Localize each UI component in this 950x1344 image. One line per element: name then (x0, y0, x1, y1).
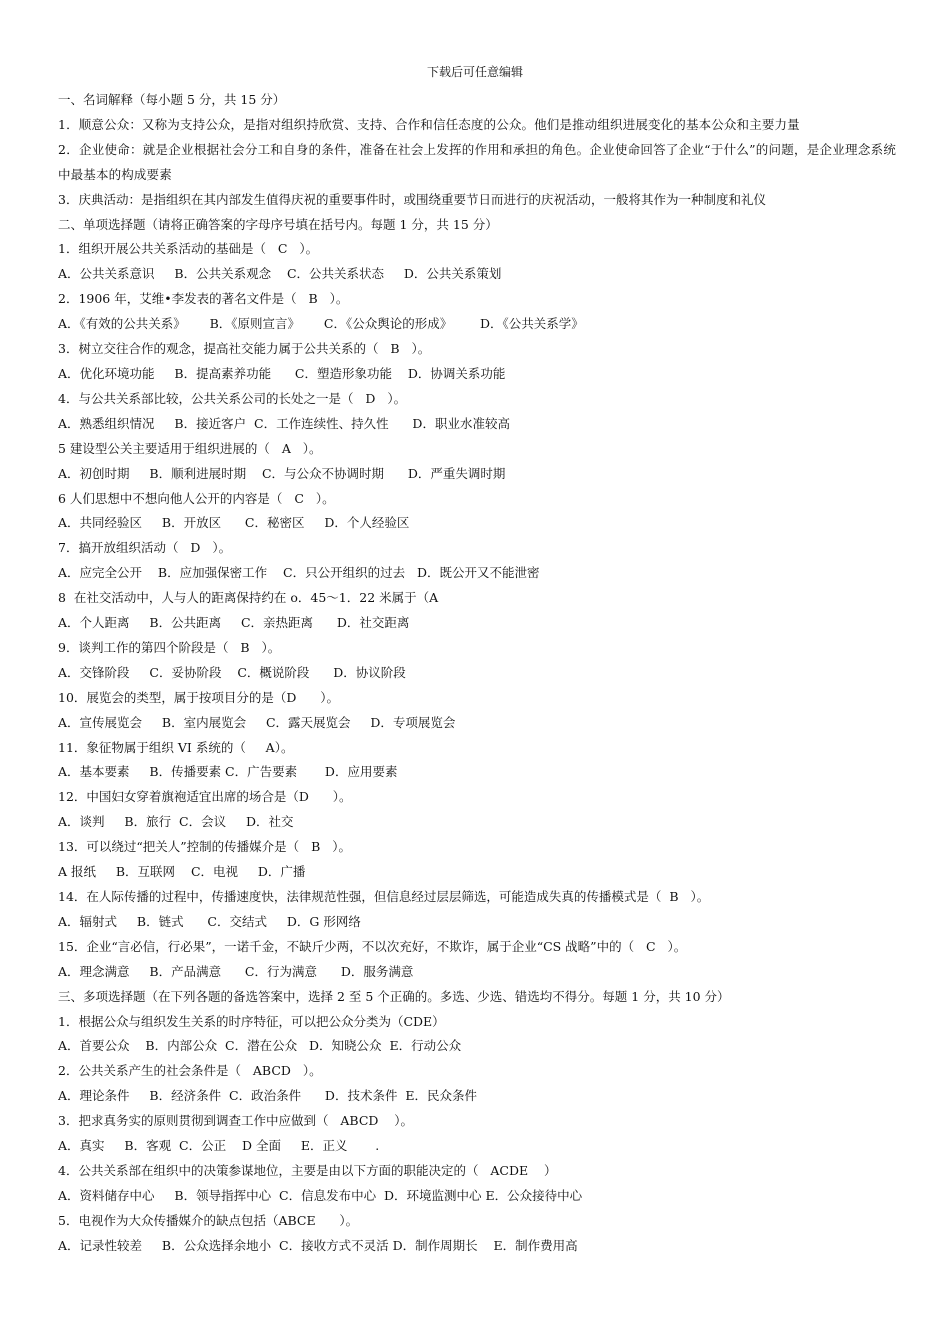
text-line: 3．庆典活动：是指组织在其内部发生值得庆祝的重要事件时，或围绕重要节日而进行的庆祝活动，一般将其作为一种制度和礼仪 (58, 191, 766, 207)
text-line: A．个人距离 B．公共距离 C．亲热距离 D．社交距离 (58, 615, 410, 631)
text-line: 11．象征物属于组织 VI 系统的（ A）。 (58, 739, 294, 755)
text-line: A．基本要素 B．传播要素 C．广告要素 D．应用要素 (58, 764, 398, 780)
text-line: 8 在社交活动中，人与人的距离保持约在 o．45～1．22 米属于（A (58, 590, 439, 606)
text-line: 15．企业“言必信，行必果”，一诺千金，不缺斤少两，不以次充好，不欺诈，属于企业“CS 战略”中的（ C ）。 (58, 938, 687, 954)
page-header: 下载后可任意编辑 (426, 65, 523, 79)
text-line: A．应完全公开 B．应加强保密工作 C．只公开组织的过去 D．既公开又不能泄密 (58, 565, 540, 581)
text-line: 2．公共关系产生的社会条件是（ ABCD ）。 (58, 1063, 322, 1079)
text-line: 3．树立交往合作的观念，提高社交能力属于公共关系的（ B ）。 (58, 341, 431, 357)
text-line: 二、单项选择题（请将正确答案的字母序号填在括号内。每题 1 分，共 15 分） (58, 216, 498, 232)
text-line: 3．把求真务实的原则贯彻到调查工作中应做到（ ABCD ）。 (58, 1113, 414, 1129)
text-line: 2．1906 年，艾维•李发表的著名文件是（ B ）。 (58, 291, 349, 307)
text-line: A．共同经验区 B．开放区 C．秘密区 D．个人经验区 (58, 515, 410, 531)
text-line: 9．谈判工作的第四个阶段是（ B ）。 (58, 639, 281, 655)
text-line: A．辐射式 B．链式 C．交结式 D．G 形网络 (58, 913, 361, 929)
text-line: 12．中国妇女穿着旗袍适宜出席的场合是（D ）。 (58, 789, 352, 805)
text-line: A．初创时期 B．顺利进展时期 C．与公众不协调时期 D．严重失调时期 (58, 465, 506, 481)
paragraph: 2．企业使命：就是企业根据社会分工和自身的条件，准备在社会上发挥的作用和承担的角色。企业使命回答了企业“于什么”的问题，是企业理念系统中最基本的构成要素 (58, 141, 896, 182)
text-line: A．记录性较差 B．公众选择余地小 C．接收方式不灵活 D．制作周期长 E．制作费用高 (58, 1237, 578, 1253)
text-line: 4．公共关系部在组织中的决策参谋地位，主要是由以下方面的职能决定的（ ACDE ） (58, 1162, 557, 1178)
text-line: A．交锋阶段 C．妥协阶段 C．概说阶段 D．协议阶段 (58, 664, 406, 680)
text-line: 一、名词解释（每小题 5 分，共 15 分） (58, 92, 286, 107)
text-line: A．熟悉组织情况 B．接近客户 C．工作连续性、持久性 D．职业水准较高 (58, 415, 510, 431)
text-line: A．理论条件 B．经济条件 C．政治条件 D．技术条件 E．民众条件 (58, 1088, 478, 1104)
text-line: 14．在人际传播的过程中，传播速度快，法律规范性强，但信息经过层层筛选，可能造成失真的传播模式是（ B ）。 (58, 889, 710, 904)
text-line: A．谈判 B．旅行 C．会议 D．社交 (58, 814, 294, 830)
text-line: A．宣传展览会 B．室内展览会 C．露天展览会 D．专项展览会 (58, 714, 456, 730)
text-line: 1．组织开展公共关系活动的基础是（ C ）。 (58, 241, 319, 257)
text-line: 1．根据公众与组织发生关系的时序特征，可以把公众分类为（CDE） (58, 1013, 445, 1029)
text-line: 5 建设型公关主要适用于组织进展的（ A ）。 (58, 440, 322, 456)
text-line: A．公共关系意识 B．公共关系观念 C．公共关系状态 D．公共关系策划 (58, 266, 502, 282)
text-line: A．首要公众 B．内部公众 C．潜在公众 D．知晓公众 E．行动公众 (58, 1038, 462, 1054)
paragraph: 1．顺意公众：又称为支持公众，是指对组织持欣赏、支持、合作和信任态度的公众。他们是推动组织进展变化的基本公众和主要力量 (58, 116, 800, 132)
text-line: A．真实 B．客观 C．公正 D 全面 E．正义 . (58, 1138, 380, 1154)
text-line: A．优化环境功能 B．提高素养功能 C．塑造形象功能 D．协调关系功能 (58, 365, 506, 381)
text-line: 三、多项选择题（在下列各题的备选答案中，选择 2 至 5 个正确的。多选、少选、错选均不得分。每题 1 分，共 10 分） (58, 988, 730, 1004)
document-body (58, 88, 896, 1259)
text-line: A．理念满意 B．产品满意 C．行为满意 D．服务满意 (58, 963, 414, 979)
text-line: 10．展览会的类型，属于按项目分的是（D ）。 (58, 689, 340, 705)
text-line: 5．电视作为大众传播媒介的缺点包括（ABCE ）。 (58, 1212, 359, 1228)
text-line: A 报纸 B．互联网 C．电视 D．广播 (58, 864, 306, 880)
text-line: A．《有效的公共关系》 B．《原则宣言》 C．《公众舆论的形成》 D．《公共关系学》 (58, 316, 584, 332)
text-line: A．资料储存中心 B．领导指挥中心 C．信息发布中心 D．环境监测中心 E．公众接待中心 (58, 1187, 583, 1203)
text-line: 13．可以绕过“把关人”控制的传播媒介是（ B ）。 (58, 839, 351, 855)
text-line: 4．与公共关系部比较，公共关系公司的长处之一是（ D ）。 (58, 390, 407, 406)
text-line: 7．搞开放组织活动（ D ）。 (58, 540, 232, 556)
text-line: 6 人们思想中不想向他人公开的内容是（ C ）。 (58, 490, 335, 506)
